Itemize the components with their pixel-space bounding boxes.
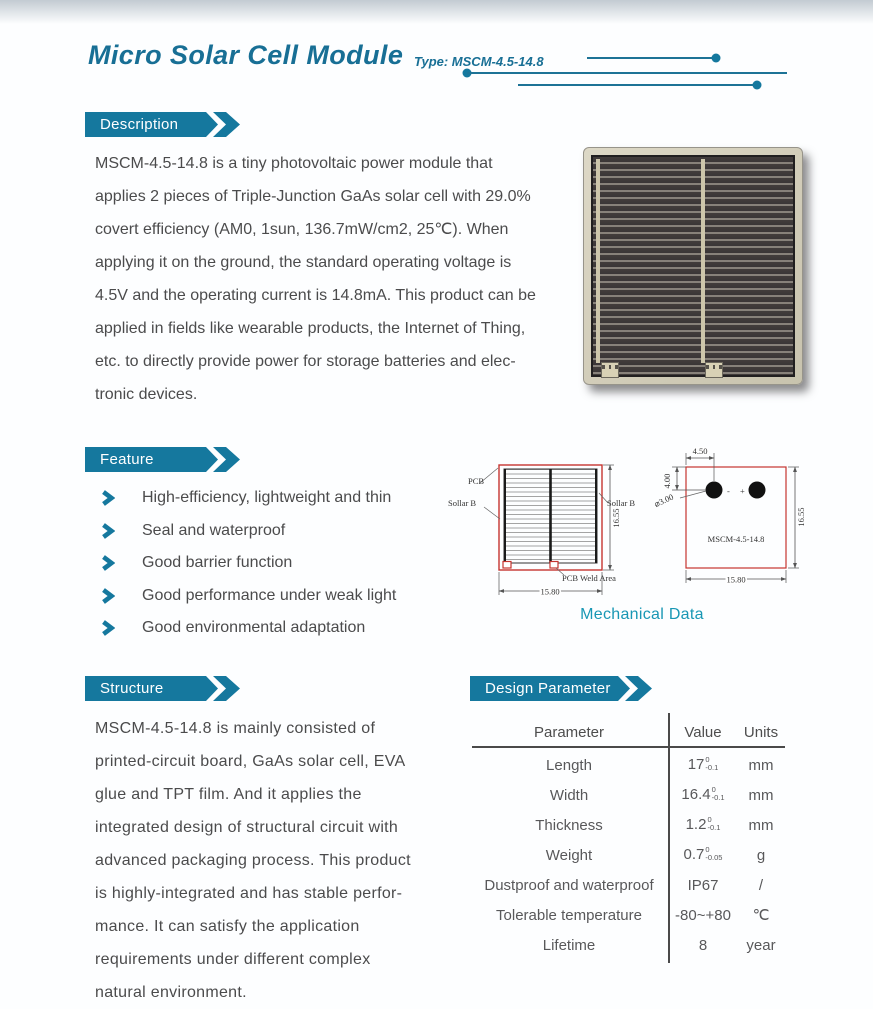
value-number: 0.7: [683, 846, 705, 864]
structure-line: advanced packaging process. This product: [95, 852, 411, 869]
param-cell: Length: [546, 756, 592, 774]
section-heading-structure: Structure: [100, 680, 164, 697]
param-cell: Width: [549, 786, 589, 804]
value-cell: [668, 816, 738, 834]
scan-top-band: [0, 0, 873, 24]
units-cell: mm: [748, 756, 774, 774]
solar-cell-surface: [591, 155, 795, 377]
weld-area-label: PCB Weld Area: [562, 573, 616, 583]
tolerance-upper: 0: [705, 844, 710, 854]
table-row: [470, 750, 792, 780]
tolerance: [707, 816, 720, 833]
section-heading-design-parameter: Design Parameter: [485, 680, 611, 697]
param-cell: Dustproof and waterproof: [484, 876, 654, 894]
feature-label: High-efficiency, lightweight and thin: [142, 489, 392, 507]
tolerance-lower: -0.05: [705, 853, 723, 863]
description-line: 4.5V and the operating current is 14.8mA. This product can be: [95, 287, 536, 304]
solar-b-right-label: Sollar B: [607, 498, 636, 508]
feature-item: [101, 482, 396, 515]
back-width-dim: 15.80: [726, 574, 746, 585]
structure-paragraph: [95, 712, 411, 1009]
structure-line: mance. It can satisfy the application: [95, 918, 360, 935]
mechanical-data-caption: Mechanical Data: [580, 606, 704, 623]
chevron-bullet-icon: [101, 555, 115, 571]
tolerance: [705, 756, 718, 773]
value-number: 1.2: [685, 816, 707, 834]
minus-polarity-label: -: [727, 486, 730, 496]
structure-line: printed-circuit board, GaAs solar cell, EVA: [95, 753, 406, 770]
table-header-row: [470, 718, 792, 746]
feature-label: Good barrier function: [142, 554, 293, 572]
section-banner-description: [85, 112, 240, 137]
value-cell: [668, 756, 738, 774]
column-header-parameter: Parameter: [533, 723, 605, 741]
front-view-drawing: [448, 465, 635, 597]
header-decoration-lines-icon: [455, 48, 873, 96]
description-line: MSCM-4.5-14.8 is a tiny photovoltaic power module that: [95, 155, 493, 172]
value-number: 8: [698, 936, 708, 954]
description-line: covert efficiency (AM0, 1sun, 136.7mW/cm2, 25℃). When: [95, 221, 509, 238]
chevron-bullet-icon: [101, 620, 115, 636]
units-cell: /: [758, 876, 764, 894]
value-number: 17: [687, 756, 705, 774]
feature-item: [101, 515, 396, 548]
feature-item: [101, 612, 396, 645]
description-line: applies 2 pieces of Triple-Junction GaAs solar cell with 29.0%: [95, 188, 531, 205]
table-column-divider: [668, 713, 670, 963]
structure-line: glue and TPT film. And it applies the: [95, 786, 362, 803]
table-row: [470, 900, 792, 930]
feature-item: [101, 580, 396, 613]
chevron-bullet-icon: [101, 523, 115, 539]
units-cell: ℃: [752, 907, 770, 924]
tolerance: [712, 786, 725, 803]
design-parameter-table: [470, 718, 792, 960]
pcb-label: PCB: [468, 476, 485, 486]
back-height-dim: 16.55: [796, 507, 806, 527]
units-cell: mm: [748, 816, 774, 834]
feature-label: Seal and waterproof: [142, 521, 286, 539]
table-row: [470, 870, 792, 900]
tolerance-upper: 0: [711, 784, 716, 794]
section-heading-feature: Feature: [100, 451, 154, 468]
weld-pad: [705, 362, 723, 378]
units-cell: mm: [748, 786, 774, 804]
product-photo: [583, 147, 803, 385]
structure-line: natural environment.: [95, 984, 247, 1001]
units-cell: year: [746, 936, 776, 954]
chevron-bullet-icon: [101, 588, 115, 604]
front-height-dim: 16.55: [611, 508, 621, 528]
front-width-dim: 15.80: [540, 586, 560, 597]
feature-item: [101, 547, 396, 580]
table-row: [470, 810, 792, 840]
param-cell: Thickness: [535, 816, 603, 834]
pad-diameter-dim: ⌀3.00: [652, 491, 675, 510]
section-heading-description: Description: [100, 116, 179, 133]
param-cell: Lifetime: [542, 936, 596, 954]
value-cell: [668, 907, 738, 924]
tolerance-upper: 0: [705, 754, 710, 764]
value-cell: [668, 846, 738, 864]
value-cell: [668, 937, 738, 954]
structure-line: MSCM-4.5-14.8 is mainly consisted of: [95, 720, 376, 737]
structure-line: is highly-integrated and has stable perfor-: [95, 885, 403, 902]
plus-polarity-label: +: [740, 486, 745, 496]
description-line: tronic devices.: [95, 386, 198, 403]
param-cell: Tolerable temperature: [496, 906, 642, 924]
back-view-drawing: [653, 446, 806, 585]
table-row: [470, 780, 792, 810]
tolerance: [705, 846, 722, 863]
back-pad-offset-y-dim: 4.00: [662, 473, 672, 489]
value-number: -80~+80: [675, 906, 731, 924]
value-number: IP67: [687, 876, 719, 894]
chevron-bullet-icon: [101, 490, 115, 506]
description-line: etc. to directly provide power for storage batteries and elec-: [95, 353, 516, 370]
table-header-rule: [472, 746, 785, 748]
param-cell: Weight: [545, 846, 593, 864]
structure-line: integrated design of structural circuit with: [95, 819, 399, 836]
feature-label: Good performance under weak light: [142, 586, 397, 604]
column-header-units: Units: [743, 723, 779, 741]
feature-label: Good environmental adaptation: [142, 619, 366, 637]
feature-list: [101, 482, 396, 645]
units-cell: g: [756, 846, 766, 864]
structure-line: requirements under different complex: [95, 951, 371, 968]
product-type-label: Type: MSCM-4.5-14.8: [414, 54, 544, 69]
tolerance-lower: -0.1: [705, 763, 719, 773]
section-banner-structure: [85, 676, 240, 701]
page-title: Micro Solar Cell Module: [88, 40, 404, 70]
value-cell: [668, 786, 738, 804]
description-paragraph: [95, 147, 536, 411]
table-row: [470, 930, 792, 960]
busbar-left: [596, 159, 600, 363]
description-line: applied in fields like wearable products, the Internet of Thing,: [95, 320, 526, 337]
busbar-center: [701, 159, 705, 363]
solar-b-left-label: Sollar B: [448, 498, 477, 508]
description-line: applying it on the ground, the standard operating voltage is: [95, 254, 512, 271]
tolerance-lower: -0.1: [707, 823, 721, 833]
section-banner-design-parameter: [470, 676, 652, 701]
model-label: MSCM-4.5-14.8: [707, 534, 765, 544]
tolerance-lower: -0.1: [711, 793, 725, 803]
back-pad-offset-x-dim: 4.50: [692, 446, 708, 456]
value-cell: [668, 877, 738, 894]
section-banner-feature: [85, 447, 240, 472]
tolerance-upper: 0: [707, 814, 712, 824]
value-number: 16.4: [681, 786, 711, 804]
weld-pad: [601, 362, 619, 378]
column-header-value: Value: [684, 723, 722, 741]
table-row: [470, 840, 792, 870]
